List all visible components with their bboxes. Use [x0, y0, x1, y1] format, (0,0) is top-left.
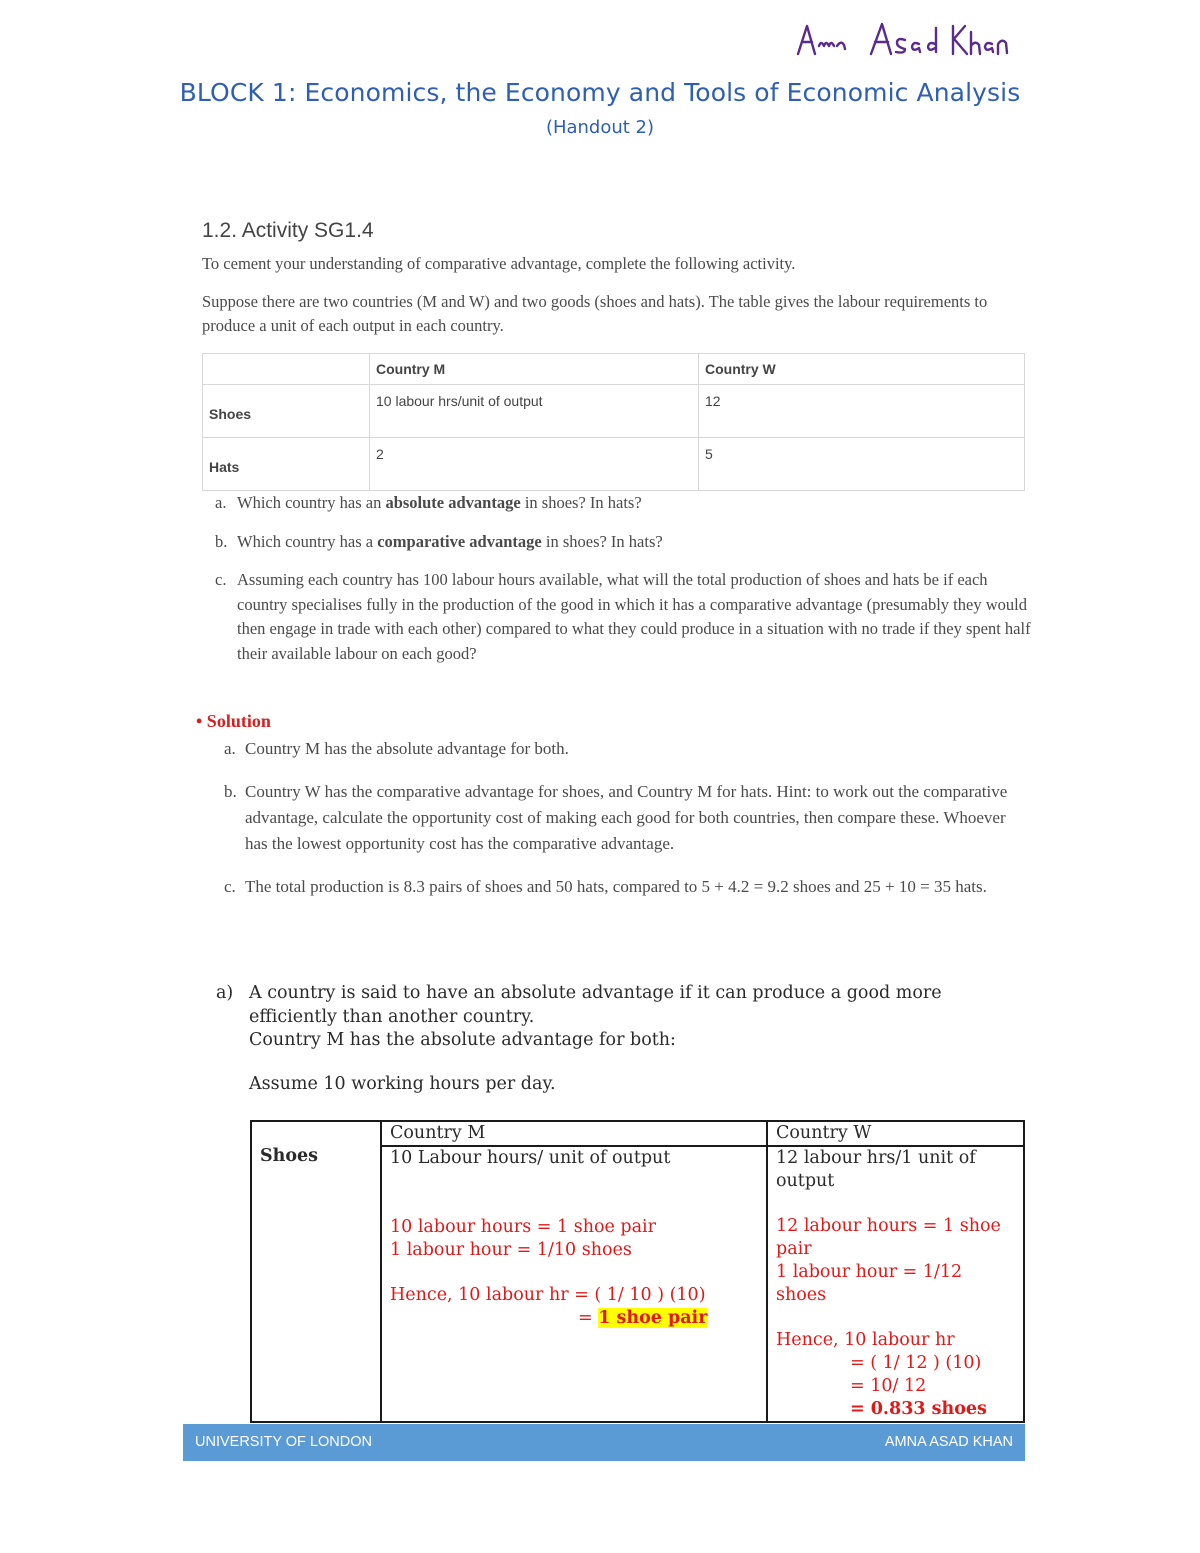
calc-line: 1 labour hour = 1/12 shoes	[776, 1262, 963, 1305]
labour-requirements-table	[202, 353, 1025, 491]
calc-result: = 0.833 shoes	[850, 1399, 987, 1419]
row-label-hats: Hats	[203, 438, 370, 491]
solution-text: The total production is 8.3 pairs of shoes and 50 hats, compared to 5 + 4.2 = 9.2 shoes and 25 + 10 = 35 hats.	[245, 877, 987, 896]
signature	[795, 18, 1015, 64]
list-item	[215, 491, 1035, 516]
table-cell: 10 labour hrs/unit of output	[370, 385, 699, 438]
table-cell	[203, 354, 370, 385]
row-label-shoes	[251, 1121, 381, 1422]
table-cell: 5	[699, 438, 1025, 491]
question-text: Assuming each country has 100 labour hours available, what will the total production of shoes and hats be if each country specialises fully in the production of the good in which it has a comparative advantage (presumably they would then engage in trade with each other) compared to what they could produce in a situation with no trade if they spent half their available labour on each good?	[237, 570, 1031, 663]
list-marker: c.	[224, 877, 236, 896]
labour-requirement: 12 labour hrs/1 unit of output	[776, 1148, 976, 1191]
list-marker: b.	[224, 782, 237, 801]
solution-heading: • Solution	[196, 711, 271, 731]
footer-bar	[183, 1424, 1025, 1461]
list-item	[224, 779, 1024, 857]
activity-title: 1.2. Activity SG1.4	[202, 219, 374, 242]
list-marker: b.	[215, 531, 228, 551]
list-item	[224, 736, 1024, 762]
calc-result: = 1 shoe pair	[578, 1308, 708, 1328]
table-row	[203, 385, 1025, 438]
answer-a	[216, 982, 976, 1053]
question-emphasis: absolute advantage	[385, 493, 521, 512]
list-marker: a.	[215, 493, 227, 512]
labour-requirement: 10 Labour hours/ unit of output	[390, 1148, 671, 1168]
activity-setup: Suppose there are two countries (M and W) and two goods (shoes and hats). The table gives the labour requirements to produce a unit of each output in each country.	[202, 292, 988, 335]
row-label-shoes: Shoes	[203, 385, 370, 438]
question-text: Which country has a	[237, 531, 378, 551]
activity-intro: To cement your understanding of comparative advantage, complete the following activity.	[202, 254, 796, 273]
calc-line: = 10/ 12	[850, 1376, 927, 1396]
document-subtitle: (Handout 2)	[545, 117, 655, 138]
table-row	[203, 438, 1025, 491]
table-header-country-w: Country W	[699, 354, 1025, 385]
calc-line: Hence, 10 labour hr = ( 1/ 10 ) (10)	[390, 1285, 706, 1305]
question-emphasis: comparative advantage	[377, 531, 542, 551]
question-text: in shoes? In hats?	[520, 493, 642, 512]
list-marker: a)	[216, 983, 234, 1003]
table-cell: 2	[370, 438, 699, 491]
table-header-country-w: Country W	[767, 1121, 1024, 1146]
question-text: Which country has an	[237, 493, 386, 512]
shoes-label: Shoes	[260, 1146, 319, 1166]
country-m-calculation	[381, 1146, 767, 1422]
answer-statement: Country M has the absolute advantage for both:	[249, 1030, 676, 1050]
solution-list	[224, 736, 1024, 917]
solution-text: Country W has the comparative advantage for shoes, and Country M for hats. Hint: to work out the comparative advantage, calculate the opportunity cost of making each good for both countries, then compare these. Whoever has the lowest opportunity cost has the comparative advantage.	[245, 782, 1008, 853]
list-marker: c.	[215, 570, 227, 589]
list-item	[224, 874, 1024, 900]
table-row	[203, 354, 1025, 385]
calc-line: 12 labour hours = 1 shoe pair	[776, 1216, 1001, 1259]
highlighted-result: 1 shoe pair	[598, 1308, 708, 1328]
list-marker: a.	[224, 739, 236, 758]
calc-line: Hence, 10 labour hr	[776, 1330, 955, 1350]
calc-line: = ( 1/ 12 ) (10)	[850, 1353, 982, 1373]
question-text: in shoes? In hats?	[541, 531, 663, 551]
table-row	[251, 1121, 1024, 1146]
calc-line: 10 labour hours = 1 shoe pair	[390, 1217, 657, 1237]
document-title: BLOCK 1: Economics, the Economy and Tools of Economic Analysis	[179, 78, 1021, 107]
footer-author: AMNA ASAD KHAN	[884, 1434, 1013, 1450]
table-header-country-m: Country M	[381, 1121, 767, 1146]
country-w-calculation	[767, 1146, 1024, 1422]
shoes-calculation-table	[250, 1120, 1025, 1423]
table-header-country-m: Country M	[370, 354, 699, 385]
list-item	[215, 530, 1035, 555]
calc-line: 1 labour hour = 1/10 shoes	[390, 1240, 632, 1260]
assumption-text: Assume 10 working hours per day.	[249, 1074, 556, 1094]
footer-institution: UNIVERSITY OF LONDON	[195, 1434, 372, 1450]
table-cell: 12	[699, 385, 1025, 438]
solution-text: Country M has the absolute advantage for both.	[245, 739, 569, 758]
answer-definition: A country is said to have an absolute advantage if it can produce a good more efficiently than another country.	[249, 983, 942, 1027]
question-list	[215, 491, 1035, 680]
list-item	[215, 568, 1035, 666]
